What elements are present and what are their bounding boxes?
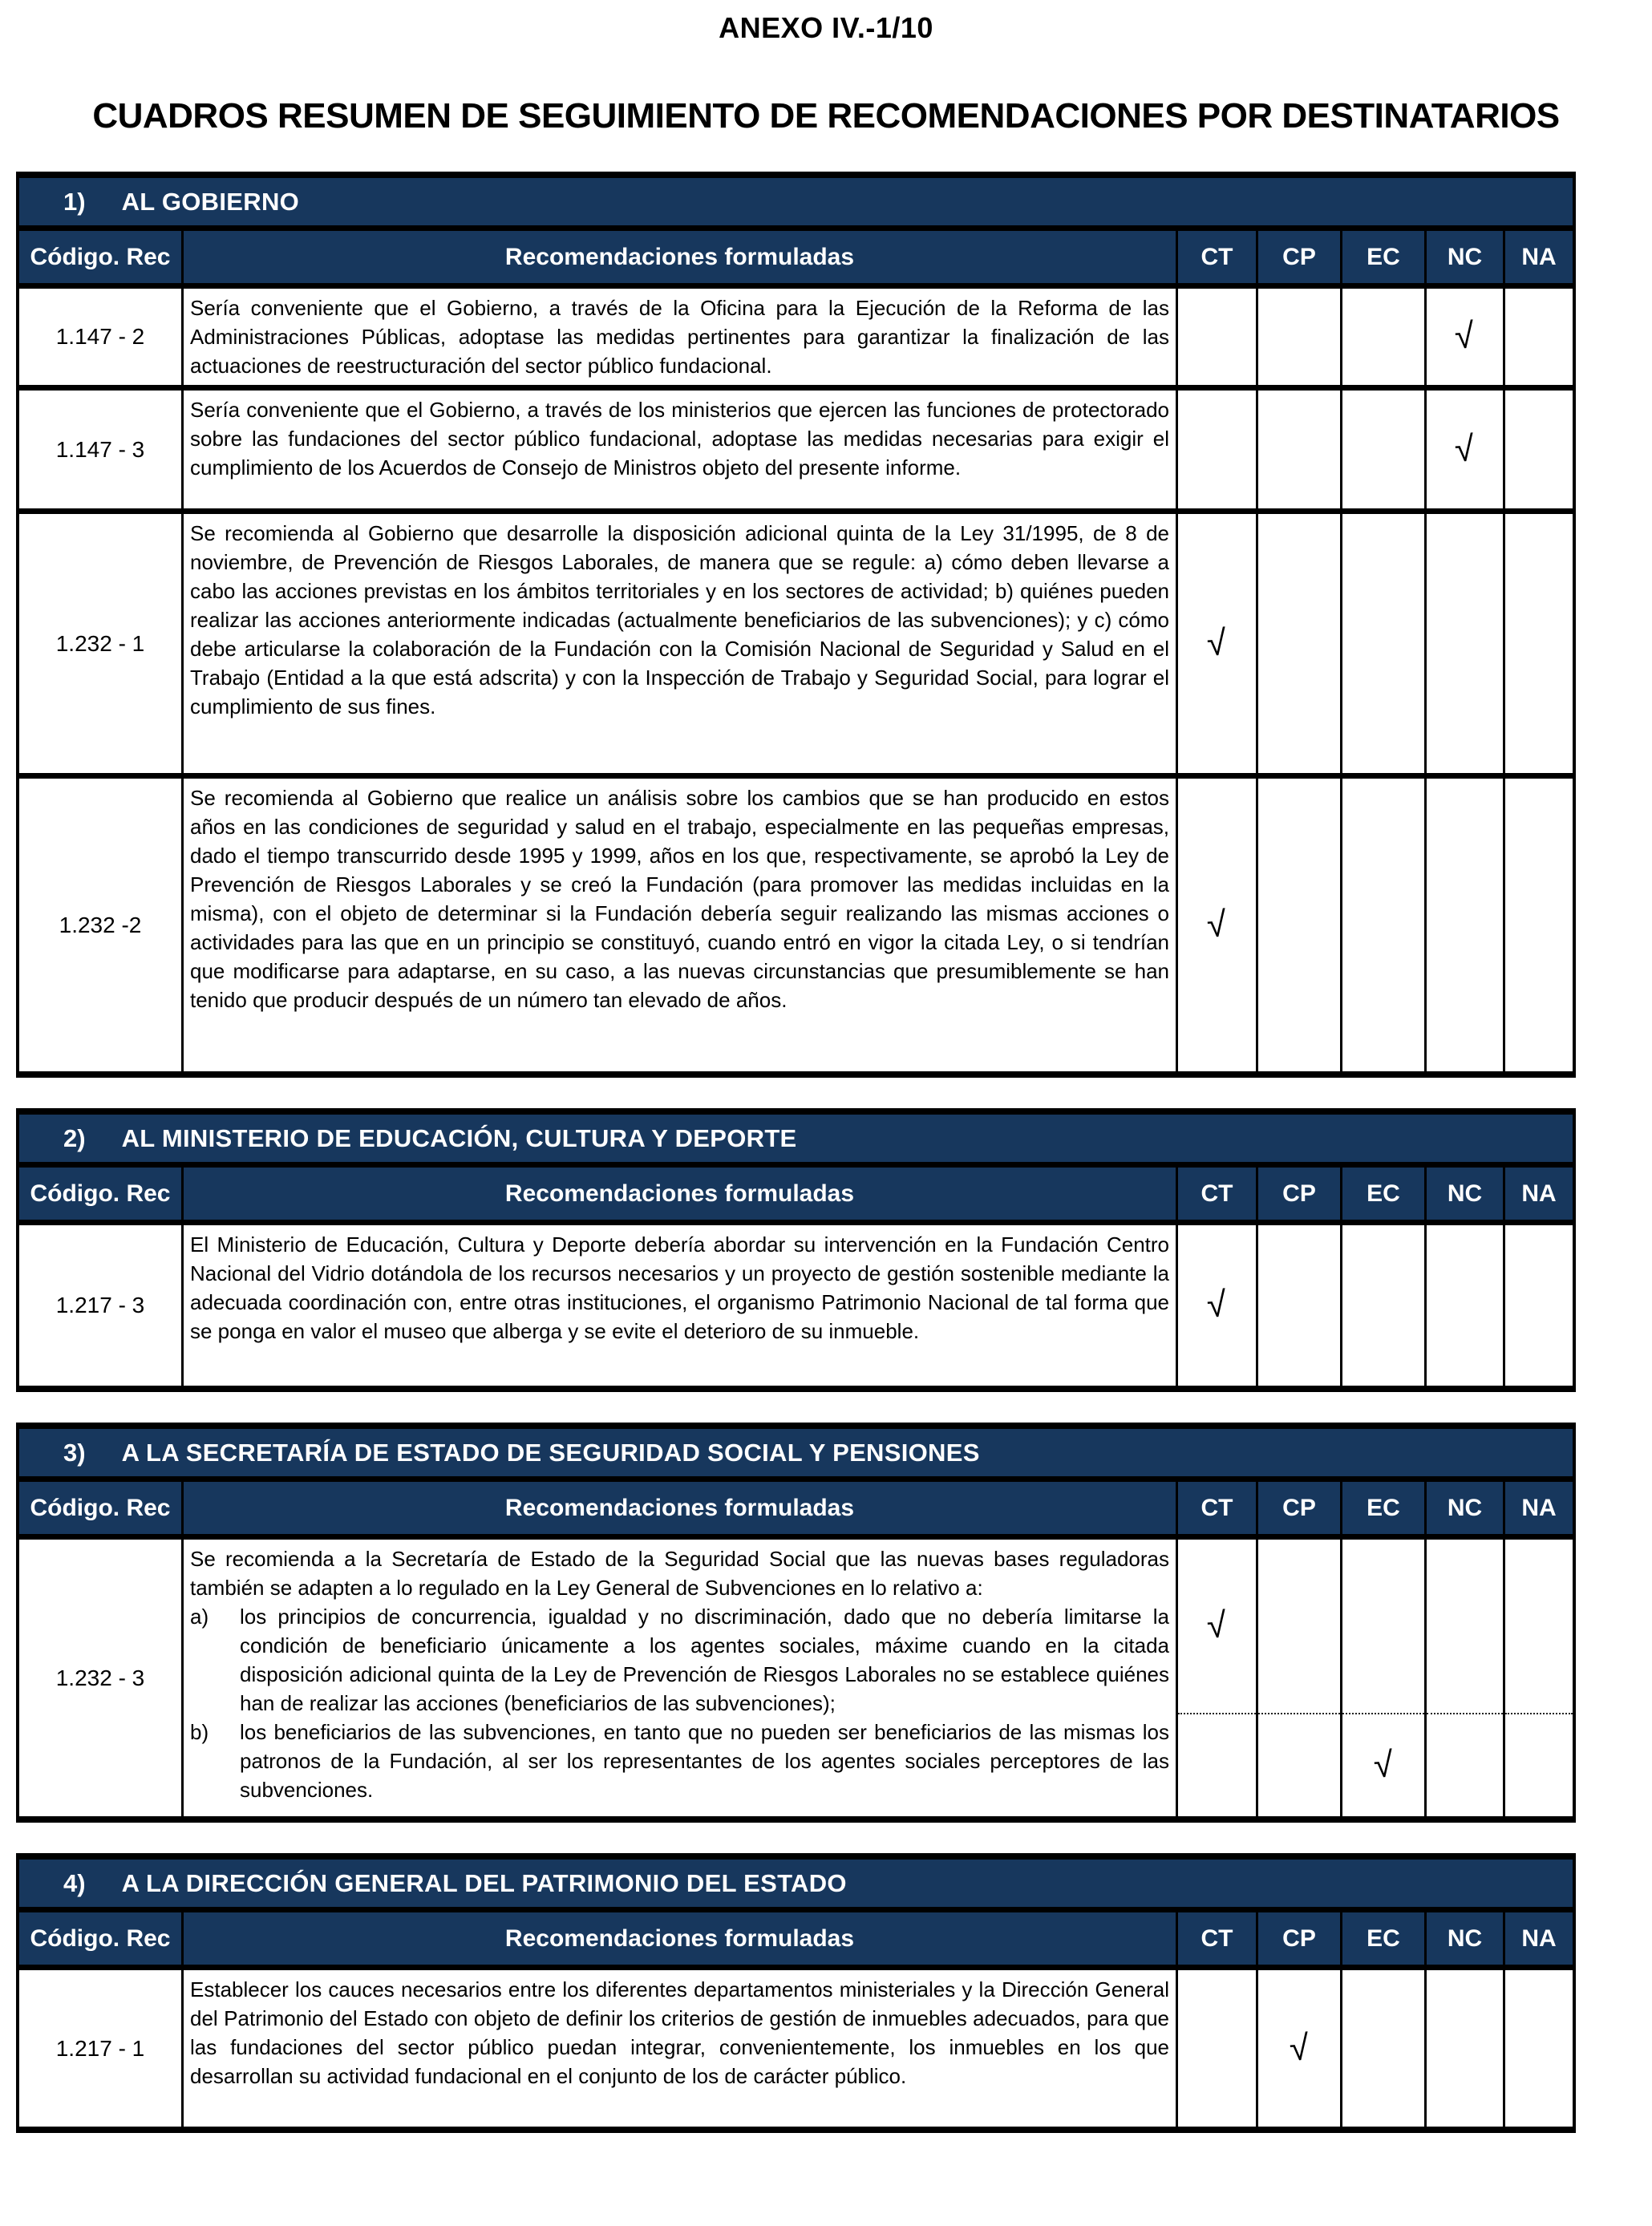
mark-cell-ct — [1178, 1225, 1258, 1386]
table-al-gobierno — [16, 172, 1576, 1078]
section-title: AL GOBIERNO — [121, 187, 300, 216]
check-mark: √ — [1205, 622, 1229, 664]
check-mark: √ — [1453, 428, 1476, 470]
section-header — [19, 1860, 1573, 1912]
row-code: 1.147 - 3 — [19, 391, 184, 508]
row-recommendation: Sería conveniente que el Gobierno, a través de los ministerios que ejercen las funciones de protectorado sobre las fundaciones del sector público fundacional, adoptase las medidas necesarias para exigir el cumplimiento de los Acuerdos de Consejo de Ministros objeto del presente informe. — [184, 391, 1178, 508]
table-secretaria-seguridad-social — [16, 1423, 1576, 1823]
section-header — [19, 1429, 1573, 1482]
mark-cell-ec — [1342, 1970, 1427, 2127]
mark-cell-nc — [1427, 779, 1505, 1071]
mark-subcell-bottom — [1178, 1714, 1256, 1816]
mark-cell-nc — [1427, 1970, 1505, 2127]
section-number: 3) — [63, 1438, 86, 1467]
mark-cell-na — [1505, 1225, 1573, 1386]
mark-cell-na — [1505, 779, 1573, 1071]
mark-cell-ct — [1178, 1970, 1258, 2127]
item-label: b) — [190, 1720, 209, 1744]
item-text: los principios de concurrencia, igualdad y no discriminación, dado que no debería limitarse la condición de beneficiario únicamente a los agentes sociales, máxime cuando en la citada disposición adicional quinta de la Ley de Prevención de Riesgos Laborales no se establece quiénes han de realizar las acciones (beneficiarios de las subvenciones); — [240, 1605, 1169, 1715]
check-mark: √ — [1205, 904, 1229, 945]
column-header-na: NA — [1521, 243, 1557, 270]
row-code: 1.232 - 3 — [19, 1540, 184, 1816]
mark-cell-cp — [1258, 514, 1342, 773]
recommendation-item-a — [190, 1602, 1169, 1718]
column-header-nc: NC — [1427, 1168, 1505, 1220]
row-recommendation: Establecer los cauces necesarios entre los diferentes departamentos ministeriales y la Dirección General del Patrimonio del Estado con objeto de definir los criterios de gestión de inmuebles adecuados, para que las fundaciones del sector público puedan integrar, convenientemente, los inmuebles en los que desarrollan su actividad fundacional en el conjunto de los de carácter público. — [184, 1970, 1178, 2127]
mark-cell-cp — [1258, 289, 1342, 385]
column-header-code: Código. Rec — [19, 231, 184, 283]
mark-cell-ct — [1178, 391, 1258, 508]
column-header-na: NA — [1521, 1494, 1557, 1521]
mark-cell-ec — [1342, 514, 1427, 773]
column-header-ct: CT — [1178, 231, 1258, 283]
mark-cell-ec — [1342, 1225, 1427, 1386]
section-header — [19, 1115, 1573, 1168]
recommendation-item-b — [190, 1718, 1169, 1804]
row-recommendation: Sería conveniente que el Gobierno, a través de la Oficina para la Ejecución de la Reforma de las Administraciones Públicas, adoptase las medidas pertinentes para garantizar la finalización de las actuaciones de reestructuración del sector público fundacional. — [184, 289, 1178, 385]
column-header-ec: EC — [1342, 1168, 1427, 1220]
column-header-ec: EC — [1342, 1912, 1427, 1965]
mark-subcell-bottom — [1505, 1714, 1573, 1816]
mark-subcell-top — [1258, 1540, 1340, 1714]
row-recommendation: Se recomienda al Gobierno que realice un análisis sobre los cambios que se han producido en estos años en las condiciones de seguridad y salud en el trabajo, especialmente en las pequeñas empresas, dado el tiempo transcurrido desde 1995 y 1999, años en los que, respectivamente, se aprobó la Ley de Prevención de Riesgos Laborales y se creó la Fundación (para promover las medidas incluidas en la misma), con el objeto de determinar si la Fundación debería seguir realizando las mismas acciones o actividades para las que en un principio se constituyó, cuando entró en vigor la citada Ley, o si tendrían que modificarse para adaptarse, en su caso, a las nuevas circunstancias que presumiblemente se han tenido que producir después de un número tan elevado de años. — [184, 779, 1178, 1071]
mark-cell-cp — [1258, 1225, 1342, 1386]
mark-cell-ec — [1342, 1540, 1427, 1816]
mark-cell-cp — [1258, 1970, 1342, 2127]
column-header-row — [19, 1482, 1573, 1540]
mark-cell-na — [1505, 514, 1573, 773]
column-header-code: Código. Rec — [19, 1912, 184, 1965]
mark-subcell-bottom — [1258, 1714, 1340, 1816]
column-header-ct: CT — [1178, 1482, 1258, 1534]
section-title: A LA SECRETARÍA DE ESTADO DE SEGURIDAD SOCIAL Y PENSIONES — [121, 1438, 980, 1467]
section-title: A LA DIRECCIÓN GENERAL DEL PATRIMONIO DEL ESTADO — [121, 1868, 847, 1897]
mark-subcell-top — [1505, 1540, 1573, 1714]
column-header-ct: CT — [1178, 1912, 1258, 1965]
table-row — [19, 773, 1573, 1071]
section-number: 1) — [63, 187, 86, 216]
recommendation-intro: Se recomienda a la Secretaría de Estado de la Seguridad Social que las nuevas bases reguladoras también se adapten a lo regulado en la Ley General de Subvenciones en lo relativo a: — [190, 1547, 1169, 1600]
row-recommendation: El Ministerio de Educación, Cultura y Deporte debería abordar su intervención en la Fundación Centro Nacional del Vidrio dotándola de los recursos necesarios y un proyecto de gestión sostenible mediante la adecuada coordinación con, entre otras instituciones, el organismo Patrimonio Nacional de tal forma que se ponga en valor el museo que alberga y se evite el deterioro de su inmueble. — [184, 1225, 1178, 1386]
mark-cell-ct — [1178, 1540, 1258, 1816]
mark-cell-nc — [1427, 391, 1505, 508]
table-row — [19, 289, 1573, 385]
table-ministerio-educacion — [16, 1108, 1576, 1392]
check-mark: √ — [1288, 2027, 1310, 2069]
mark-subcell-top — [1427, 1540, 1503, 1714]
mark-cell-ct — [1178, 779, 1258, 1071]
check-mark: √ — [1205, 1285, 1229, 1325]
column-header-row — [19, 1168, 1573, 1225]
item-label: a) — [190, 1605, 209, 1629]
row-recommendation: Se recomienda al Gobierno que desarrolle la disposición adicional quinta de la Ley 31/1995, de 8 de noviembre, de Prevención de Riesgos Laborales, de manera que se regule: a) cómo deben llevarse a cabo las acciones previstas en los ámbitos territoriales y en los sectores de actividad; b) quiénes pueden realizar las acciones anteriormente indicadas (actualmente beneficiarios de las subvenciones); y c) cómo debe articularse la colaboración de la Fundación con la Comisión Nacional de Seguridad y Salud en el Trabajo (Entidad a la que está adscrita) y con la Inspección de Trabajo y Seguridad Social, para lograr el cumplimiento de sus fines. — [184, 514, 1178, 773]
column-header-ec: EC — [1342, 1482, 1427, 1534]
section-number: 4) — [63, 1868, 86, 1897]
column-header-ct: CT — [1178, 1168, 1258, 1220]
mark-subcell-top — [1342, 1540, 1424, 1714]
row-code: 1.232 -2 — [19, 779, 184, 1071]
check-mark: √ — [1372, 1744, 1395, 1786]
table-direccion-patrimonio — [16, 1853, 1576, 2133]
column-header-nc: NC — [1427, 1482, 1505, 1534]
row-code: 1.217 - 1 — [19, 1970, 184, 2127]
mark-cell-ec — [1342, 289, 1427, 385]
mark-cell-cp — [1258, 1540, 1342, 1816]
mark-cell-cp — [1258, 391, 1342, 508]
mark-cell-na — [1505, 1540, 1573, 1816]
mark-cell-nc — [1427, 514, 1505, 773]
table-row — [19, 508, 1573, 773]
row-recommendation — [184, 1540, 1178, 1816]
mark-cell-ec — [1342, 391, 1427, 508]
column-header-row — [19, 231, 1573, 289]
table-row — [19, 1225, 1573, 1386]
column-header-na: NA — [1521, 1180, 1557, 1207]
mark-subcell-bottom — [1342, 1714, 1424, 1816]
mark-cell-cp — [1258, 779, 1342, 1071]
column-header-recommendations: Recomendaciones formuladas — [184, 231, 1178, 283]
mark-subcell-bottom — [1427, 1714, 1503, 1816]
mark-cell-nc — [1427, 1225, 1505, 1386]
row-code: 1.147 - 2 — [19, 289, 184, 385]
mark-cell-nc — [1427, 289, 1505, 385]
column-header-recommendations: Recomendaciones formuladas — [184, 1482, 1178, 1534]
column-header-recommendations: Recomendaciones formuladas — [184, 1912, 1178, 1965]
mark-cell-na — [1505, 289, 1573, 385]
column-header-cp: CP — [1258, 1482, 1342, 1534]
page-title: ANEXO IV.-1/10 — [719, 11, 933, 44]
column-header-nc: NC — [1427, 1912, 1505, 1965]
column-header-code: Código. Rec — [19, 1482, 184, 1534]
row-code: 1.217 - 3 — [19, 1225, 184, 1386]
mark-cell-ct — [1178, 289, 1258, 385]
column-header-cp: CP — [1258, 231, 1342, 283]
column-header-recommendations: Recomendaciones formuladas — [184, 1168, 1178, 1220]
row-code: 1.232 - 1 — [19, 514, 184, 773]
column-header-na: NA — [1521, 1924, 1557, 1952]
page-subtitle: CUADROS RESUMEN DE SEGUIMIENTO DE RECOMENDACIONES POR DESTINATARIOS — [92, 96, 1560, 136]
column-header-cp: CP — [1258, 1168, 1342, 1220]
check-mark: √ — [1453, 316, 1476, 357]
section-title: AL MINISTERIO DE EDUCACIÓN, CULTURA Y DEPORTE — [121, 1123, 797, 1152]
mark-cell-ct — [1178, 514, 1258, 773]
table-row — [19, 385, 1573, 508]
column-header-nc: NC — [1427, 231, 1505, 283]
column-header-cp: CP — [1258, 1912, 1342, 1965]
column-header-row — [19, 1912, 1573, 1970]
column-header-code: Código. Rec — [19, 1168, 184, 1220]
mark-cell-nc — [1427, 1540, 1505, 1816]
table-row — [19, 1970, 1573, 2127]
section-number: 2) — [63, 1123, 86, 1152]
mark-cell-ec — [1342, 779, 1427, 1071]
mark-cell-na — [1505, 391, 1573, 508]
column-header-ec: EC — [1342, 231, 1427, 283]
section-header — [19, 178, 1573, 231]
mark-cell-na — [1505, 1970, 1573, 2127]
table-row — [19, 1540, 1573, 1816]
mark-subcell-top — [1178, 1540, 1256, 1714]
item-text: los beneficiarios de las subvenciones, en tanto que no pueden ser beneficiarios de las mismas los patronos de la Fundación, al ser los representantes de los agentes sociales perceptores de las subvenciones. — [240, 1720, 1169, 1802]
check-mark: √ — [1205, 1605, 1229, 1646]
